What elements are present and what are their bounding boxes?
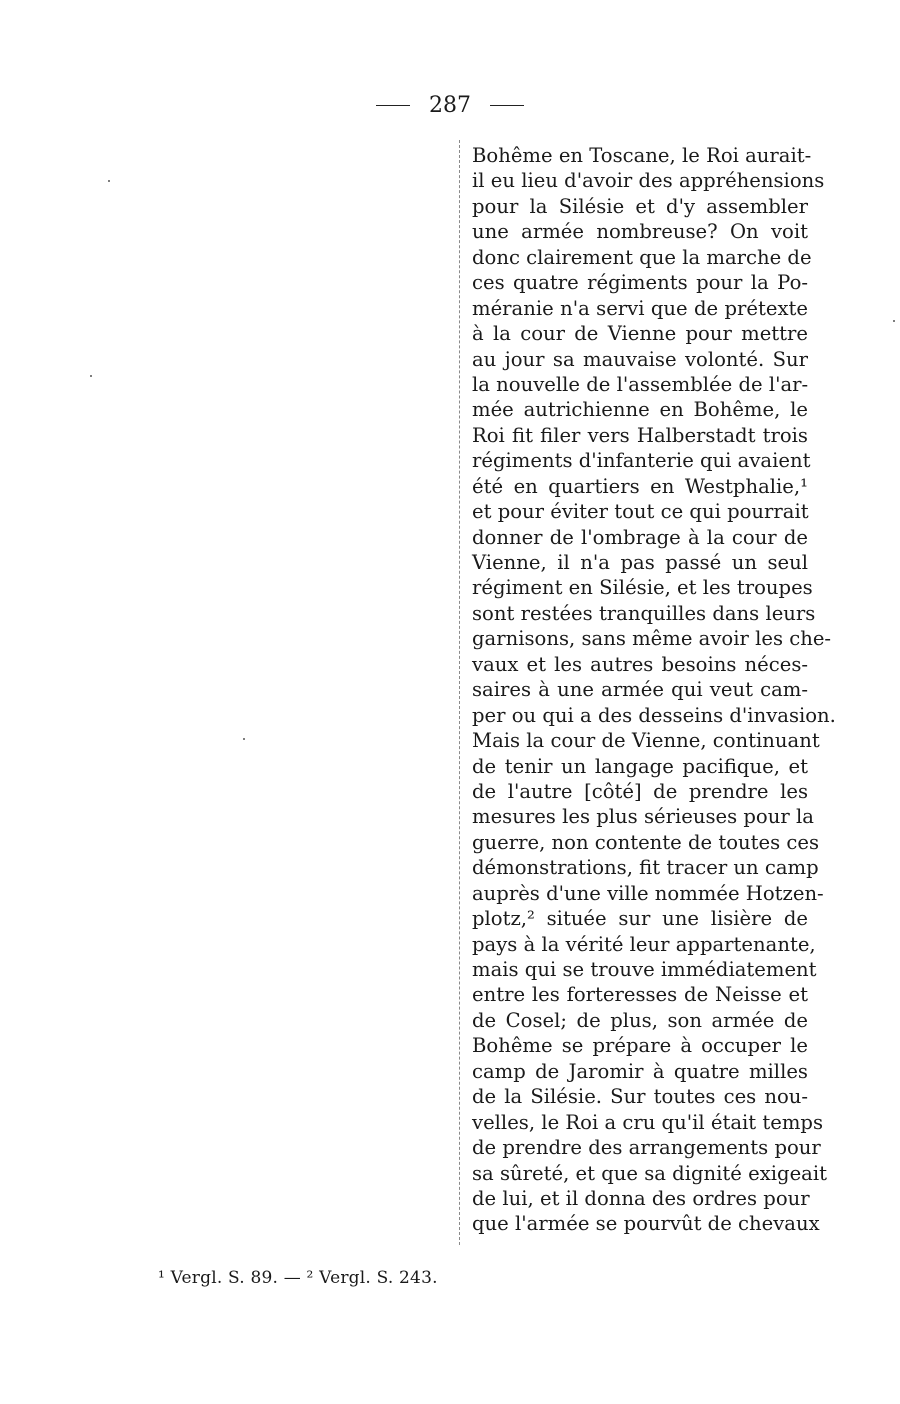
header-dash-left bbox=[376, 105, 410, 106]
text-line: pour la Silésie et d'y assembler bbox=[472, 194, 808, 218]
text-line: de l'autre [côté] de prendre les bbox=[472, 779, 808, 803]
footnotes: ¹ Vergl. S. 89. — ² Vergl. S. 243. bbox=[158, 1268, 438, 1288]
text-line: régiment en Silésie, et les troupes bbox=[472, 576, 813, 600]
margin-rule bbox=[459, 140, 460, 1245]
scan-speck bbox=[108, 180, 110, 182]
text-line: et pour éviter tout ce qui pourrait bbox=[472, 500, 809, 524]
text-line: au jour sa mauvaise volonté. Sur bbox=[472, 347, 808, 371]
text-line: saires à une armée qui veut cam- bbox=[472, 678, 808, 702]
text-line: camp de Jaromir à quatre milles bbox=[472, 1059, 808, 1083]
text-line: plotz,² située sur une lisière de bbox=[472, 907, 808, 931]
text-line: donner de l'ombrage à la cour de bbox=[472, 525, 808, 549]
scan-speck bbox=[90, 375, 92, 377]
text-line: il eu lieu d'avoir des appréhensions bbox=[472, 169, 825, 193]
text-line: de prendre des arrangements pour bbox=[472, 1136, 821, 1160]
text-line: une armée nombreuse? On voit bbox=[472, 220, 808, 244]
page-number: 287 bbox=[429, 92, 471, 118]
text-line: de la Silésie. Sur toutes ces nou- bbox=[472, 1085, 808, 1109]
text-line: de Cosel; de plus, son armée de bbox=[472, 1008, 808, 1032]
text-line: régiments d'infanterie qui avaient bbox=[472, 449, 811, 473]
text-line: de lui, et il donna des ordres pour bbox=[472, 1186, 810, 1210]
text-line: la nouvelle de l'assemblée de l'ar- bbox=[472, 372, 809, 396]
text-line: sont restées tranquilles dans leurs bbox=[472, 601, 816, 625]
text-line: mesures les plus sérieuses pour la bbox=[472, 805, 814, 829]
scan-speck bbox=[893, 320, 895, 322]
text-line: Mais la cour de Vienne, continuant bbox=[472, 729, 820, 753]
text-line: démonstrations, fit tracer un camp bbox=[472, 856, 819, 880]
text-line: de tenir un langage pacifique, et bbox=[472, 754, 808, 778]
text-line: pays à la vérité leur appartenante, bbox=[472, 932, 816, 956]
text-line: per ou qui a des desseins d'invasion. bbox=[472, 703, 836, 727]
text-line: Roi fit filer vers Halberstadt trois bbox=[472, 423, 808, 447]
text-line: sa sûreté, et que sa dignité exigeait bbox=[472, 1161, 827, 1185]
header-dash-right bbox=[490, 105, 524, 106]
text-line: entre les forteresses de Neisse et bbox=[472, 983, 808, 1007]
text-line: Bohême se prépare à occuper le bbox=[472, 1034, 808, 1058]
text-line: Bohême en Toscane, le Roi aurait- bbox=[472, 144, 812, 167]
text-line: Vienne, il n'a pas passé un seul bbox=[472, 551, 808, 574]
page-header bbox=[0, 92, 900, 118]
text-line: donc clairement que la marche de bbox=[472, 245, 812, 269]
scan-speck bbox=[243, 738, 245, 740]
text-line: à la cour de Vienne pour mettre bbox=[472, 322, 808, 346]
text-line: garnisons, sans même avoir les che- bbox=[472, 627, 832, 651]
text-line: ces quatre régiments pour la Po- bbox=[472, 271, 808, 295]
text-line: auprès d'une ville nommée Hotzen- bbox=[472, 881, 824, 905]
text-line: été en quartiers en Westphalie,¹ bbox=[472, 474, 808, 498]
text-line: velles, le Roi a cru qu'il était temps bbox=[472, 1110, 824, 1134]
text-line: mée autrichienne en Bohême, le bbox=[472, 398, 808, 422]
text-line: vaux et les autres besoins néces- bbox=[472, 652, 808, 676]
text-line: que l'armée se pourvût de chevaux bbox=[472, 1212, 820, 1236]
text-line: guerre, non contente de toutes ces bbox=[472, 830, 820, 854]
text-line: mais qui se trouve immédiatement bbox=[472, 958, 817, 981]
text-line: méranie n'a servi que de prétexte bbox=[472, 296, 808, 320]
body-text bbox=[472, 143, 836, 1237]
